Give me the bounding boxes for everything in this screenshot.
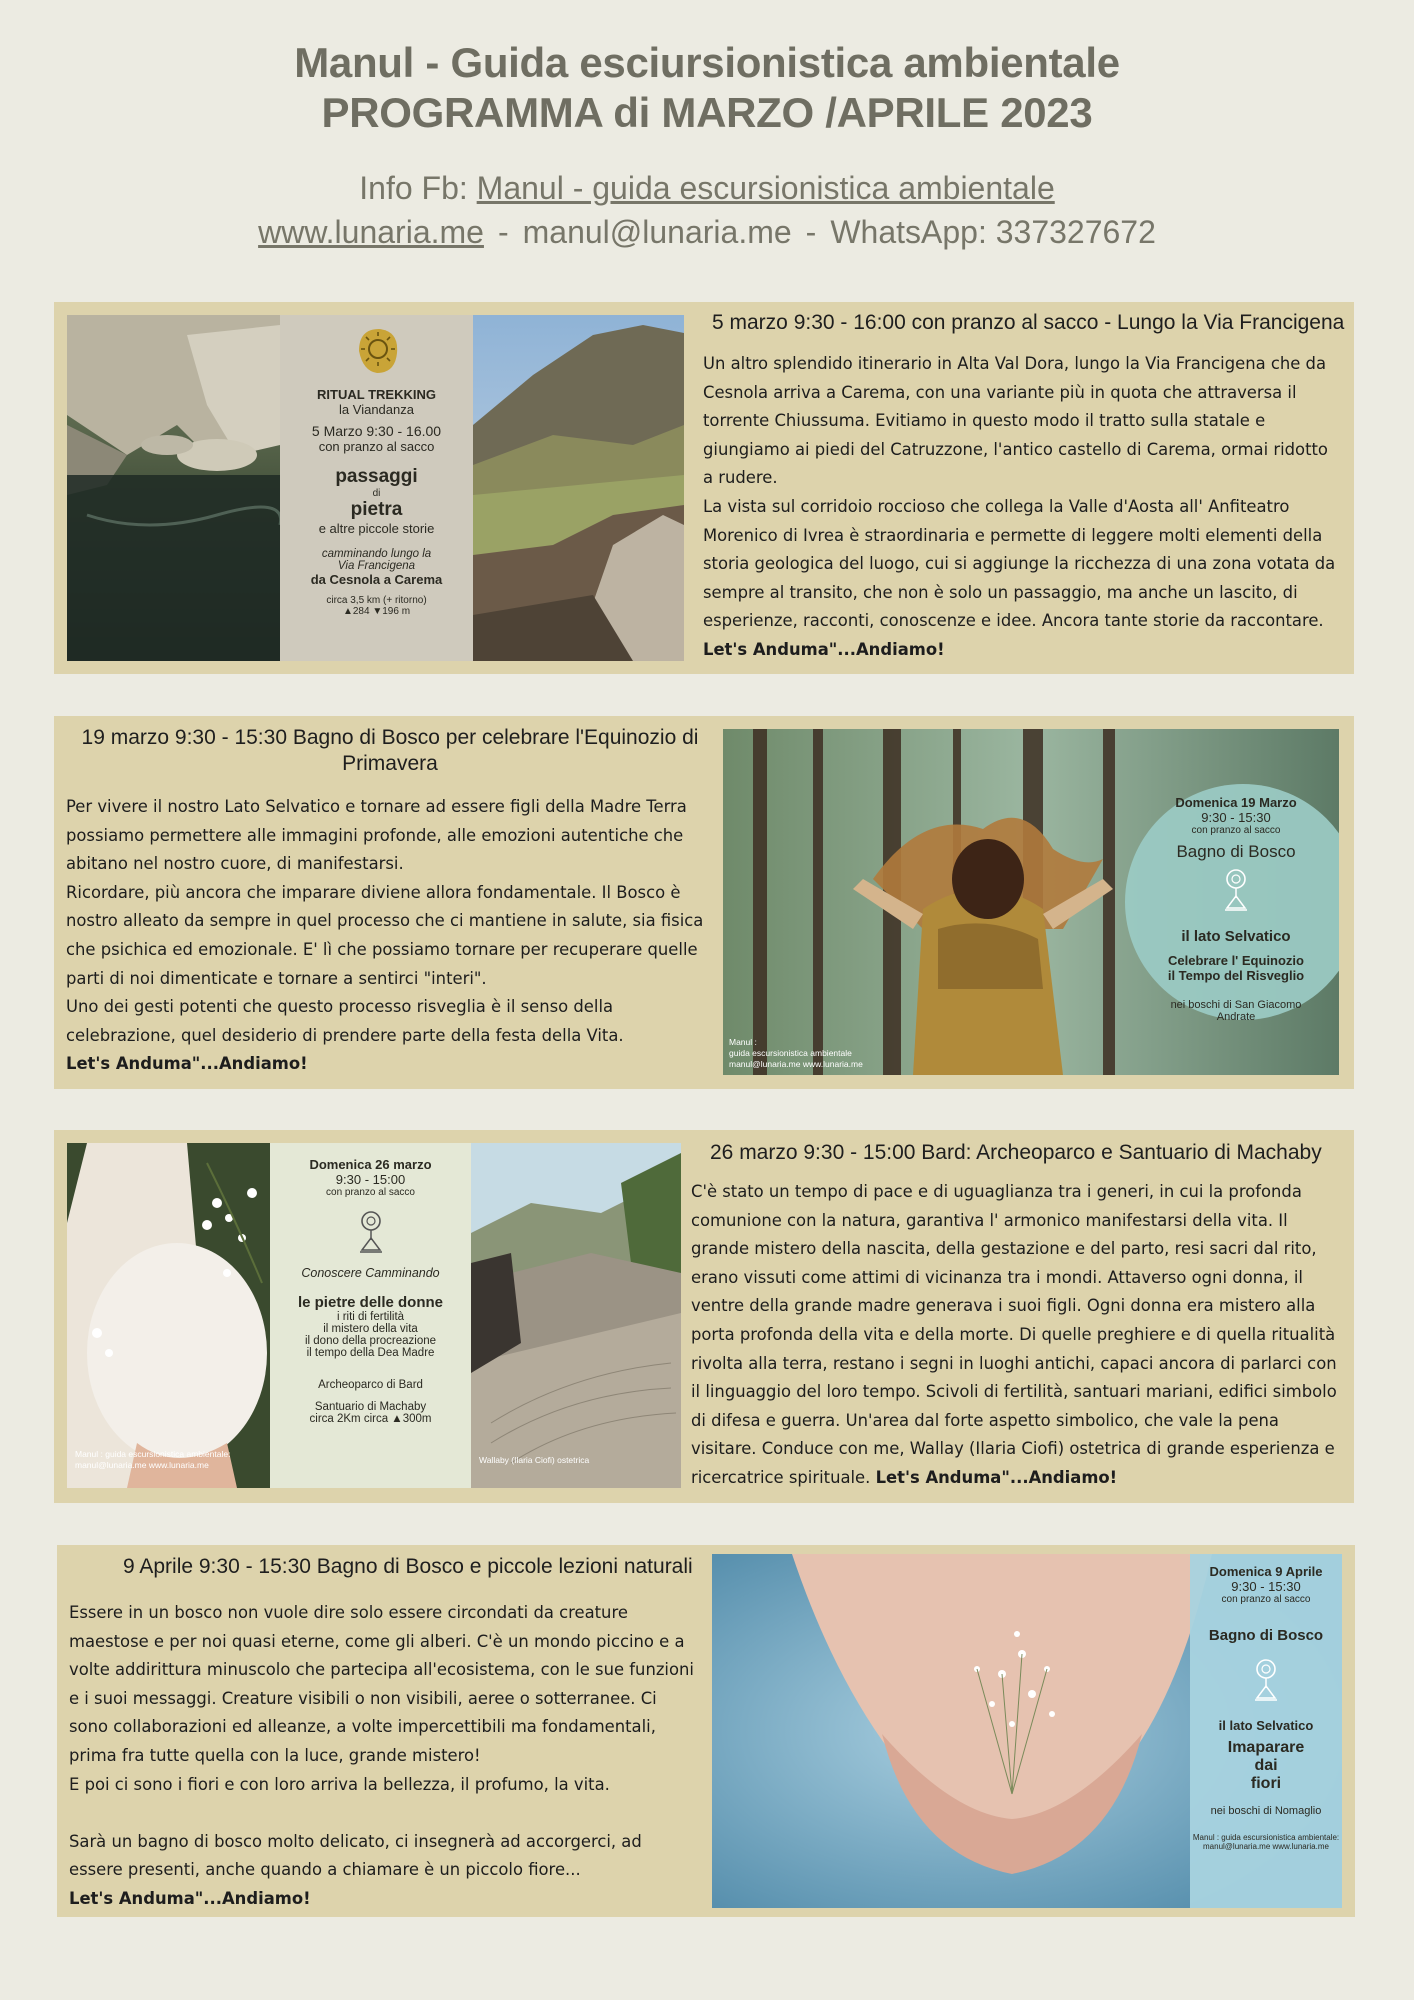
event-closing: Let's Anduma"...Andiamo! [66, 1054, 308, 1074]
event-description: Per vivere il nostro Lato Selvatico e tornare ad essere figli della Madre Terra possiamo permettere alle immagini profonde, alle emozioni autentiche che abitano nel nostro cuore, di manifestarsi. Ricordare, più ancora che imparare diviene allora fondamentale. Il Bosco è nostro alleato da sempre in quel processo che ci mantiene in salute, sia fisica che psichica ed emozionale. E' lì che possiamo tornare per recuperare quelle parti di noi dimenticate e tornare a sentirci "interi". Uno dei gesti potenti che questo processo risveglia è il senso della celebrazione, quel desiderio di prendere parte della festa della Vita. Let's Anduma"...Andiamo! [66, 797, 704, 1074]
event-card-5-marzo [54, 302, 1354, 674]
page-title: Manul - Guida esciursionistica ambientale [294, 39, 1120, 86]
sun-symbol-icon [349, 323, 405, 379]
event-heading: 9 Aprile 9:30 - 15:30 Bagno di Bosco e piccole lezioni naturali [123, 1555, 693, 1578]
event-closing: Let's Anduma"...Andiamo! [69, 1888, 311, 1908]
whatsapp-text: WhatsApp: 337327672 [830, 214, 1156, 250]
event-poster [67, 315, 684, 661]
event-card-26-marzo [54, 1130, 1354, 1503]
facebook-link[interactable]: Manul - guida escursionistica ambientale [476, 170, 1055, 206]
poster-credit: Manul : guida escursionistica ambientale manul@lunaria.me www.lunaria.me [729, 1037, 863, 1069]
event-heading: 5 marzo 9:30 - 16:00 con pranzo al sacco - Lungo la Via Francigena [712, 311, 1345, 334]
event-poster [712, 1554, 1342, 1908]
event-description: C'è stato un tempo di pace e di uguaglianza tra i generi, in cui la profonda comunione con la natura, garantiva l' armonico manifestarsi della vita. Il grande mistero della nascita, della gestazione e del parto, resi sacri dal rito, erano vissuti come attimi di vicinanza tra i mondi. Attaverso ogni donna, il ventre della grande madre generava i suoi figli. Ogni donna era mistero alla porta profonda della vita e della morte. Di quelle preghiere e di quella ritualità rivolta alla terra, restano i segni in luoghi antichi, capaci ancora di parlarci con il linguaggio del loro tempo. Scivoli di fertilità, santuari mariani, edifici simbolo di difesa e guerra. Un'area dal forte aspetto simbolico, che vale la pena visitare. Conduce con me, Wallay (Ilaria Ciofi) ostetrica di grande esperienza e ricercatrice spirituale. Let's Anduma"...Andiamo! [691, 1182, 1337, 1487]
event-card-9-aprile [57, 1545, 1355, 1917]
poster-text-panel: RITUAL TREKKING la Viandanza 5 Marzo 9:30 - 16.00 con pranzo al sacco passaggi di pietra e altre piccole storie camminando lungo la Via Francigena da Cesnola a Carema circa 3,5 km (+ ritorno) ▲284 ▼196 m [280, 315, 473, 661]
website-link[interactable]: www.lunaria.me [258, 214, 484, 250]
poster-credit-right: Wallaby (Ilaria Ciofi) ostetrica [479, 1455, 590, 1465]
event-poster [723, 729, 1339, 1075]
event-heading: 26 marzo 9:30 - 15:00 Bard: Archeoparco e Santuario di Machaby [710, 1141, 1322, 1164]
event-heading: 19 marzo 9:30 - 15:30 Bagno di Bosco per celebrare l'Equinozio di Primavera [81, 726, 699, 775]
pregnancy-photo [67, 1143, 270, 1488]
page-subtitle: PROGRAMMA di MARZO /APRILE 2023 [321, 89, 1093, 136]
tree-of-life-icon [1219, 868, 1253, 912]
poster-text-panel: Domenica 9 Aprile 9:30 - 15:30 con pranzo al sacco Bagno di Bosco il lato Selvatico Imaparare dai fiori nei boschi di Nomaglio Manul : guida escursionistica ambientale: manul@lunaria.me www.lunaria.me [1192, 1564, 1340, 1851]
event-poster [67, 1143, 681, 1488]
event-closing: Let's Anduma"...Andiamo! [875, 1467, 1118, 1487]
page-header [0, 38, 1414, 254]
event-description: Un altro splendido itinerario in Alta Val Dora, lungo la Via Francigena che da Cesnola arriva a Carema, con una variante più in quota che attraversa il torrente Chiussuma. Evitiamo in questo modo il tratto sulla statale e giungiamo ai piedi del Catruzzone, l'antico castello di Carema, ormai ridotto a rudere. La vista sul corridoio roccioso che collega la Valle d'Aosta all' Anfiteatro Morenico di Ivrea è straordinaria e permette di leggere molti elementi della storia geologica del luogo, cui si aggiunge la ricchezza di una zona votata da sempre al transito, che non è solo un passaggio, ma anche un lascito, di esperienze, racconti, conoscenze e idee. Ancora tante storie da raccontare. Let's Anduma"...Andiamo! [703, 354, 1336, 659]
email-text[interactable]: manul@lunaria.me [522, 214, 792, 250]
tree-of-life-icon [354, 1210, 388, 1254]
poster-text-panel: Domenica 26 marzo 9:30 - 15:00 con pranzo al sacco Conoscere Camminando le pietre delle donne i riti di fertilità il mistero della vita il dono della procreazione il tempo della Dea Madre Archeoparco di Bard Santuario di Machaby circa 2Km circa ▲300m [270, 1143, 471, 1488]
river-photo [67, 315, 280, 661]
valley-photo [473, 315, 684, 661]
poster-credit-left: Manul : guida escursionistica ambientale: manul@lunaria.me www.lunaria.me [75, 1449, 231, 1470]
contact-line: www.lunaria.me - manul@lunaria.me - WhatsApp: 337327672 [258, 214, 1156, 250]
poster-text-panel: Domenica 19 Marzo 9:30 - 15:30 con pranzo al sacco Bagno di Bosco il lato Selvatico Celebrare l' Equinozio il Tempo del Risveglio nei boschi di San Giacomo Andrate [1167, 795, 1305, 1023]
event-description: Essere in un bosco non vuole dire solo essere circondati da creature maestose e per noi quasi eterne, come gli alberi. C'è un mondo piccino e a volte addirittura minuscolo che partecipa all'ecosistema, con le sue funzioni e i suoi messaggi. Creature visibili o non visibili, aeree o sotterranee. Ci sono collaborazioni ed alleanze, a volte impercettibili ma fondamentali, prima fra tutte quella con la luce, grande mistero! E poi ci sono i fiori e con loro arriva la bellezza, il profumo, la vita. Sarà un bagno di bosco molto delicato, ci insegnerà ad accorgerci, ad essere presenti, anche quando a chiamare è un piccolo fiore... Let's Anduma"...Andiamo! [69, 1603, 694, 1908]
info-facebook: Info Fb: Manul - guida escursionistica ambientale [359, 170, 1055, 206]
event-closing: Let's Anduma"...Andiamo! [703, 639, 945, 659]
rock-slide-photo [471, 1143, 681, 1488]
tree-of-life-icon [1249, 1658, 1283, 1702]
event-card-19-marzo [54, 716, 1354, 1089]
